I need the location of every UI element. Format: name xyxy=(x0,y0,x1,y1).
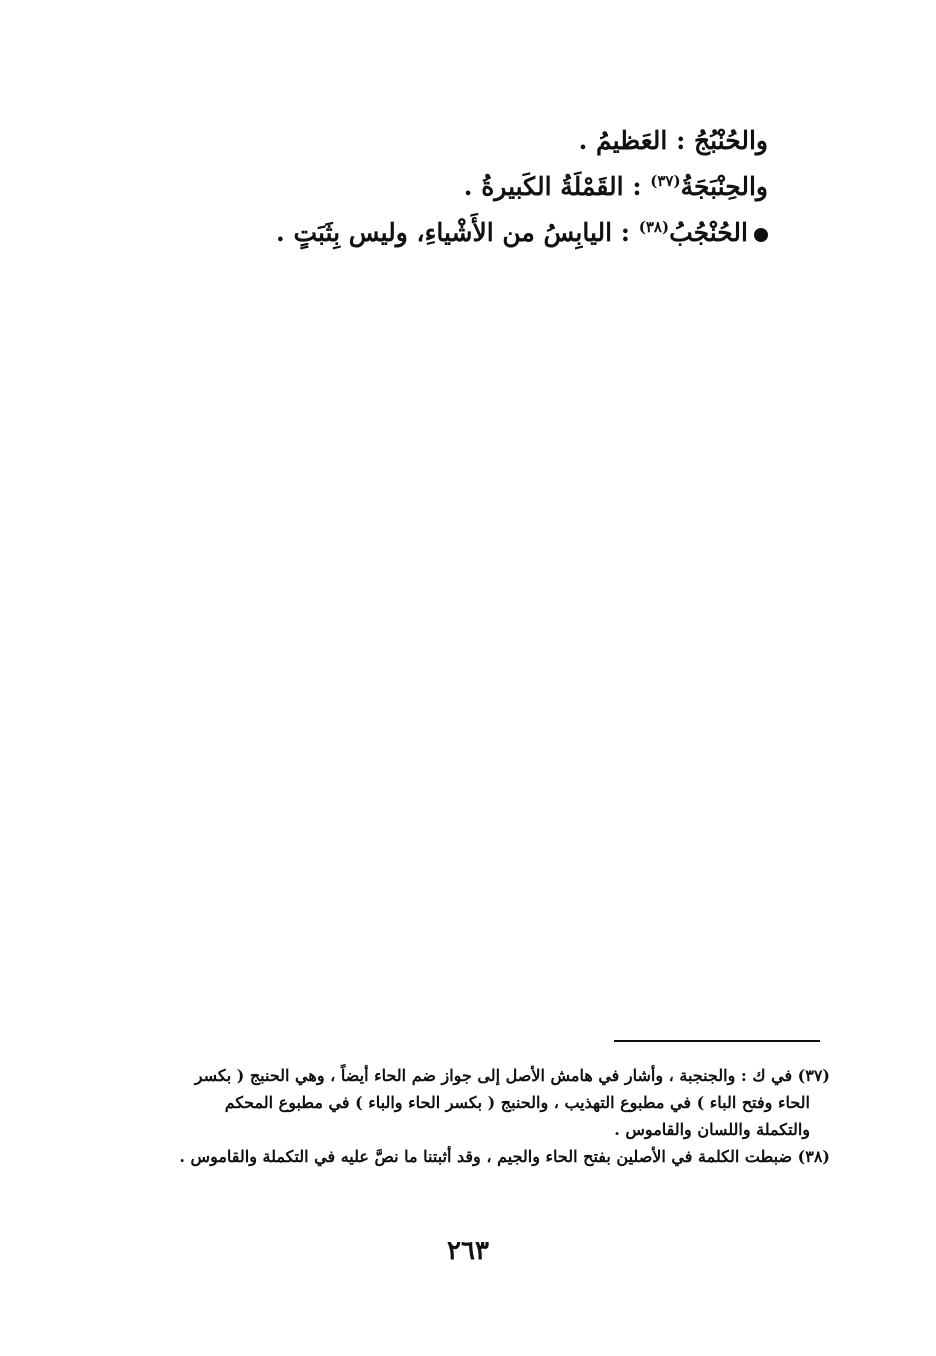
entry-headword: والحُنْبُجُ xyxy=(694,126,768,155)
footnote-marker: (٣٨) xyxy=(638,218,670,236)
footnote-37 xyxy=(104,1062,830,1143)
bullet-icon xyxy=(754,228,768,242)
entry-headword: والحِنْبَجَةُ xyxy=(680,172,768,201)
footnote-marker: (٣٧) xyxy=(650,172,681,190)
entry-hunbuj xyxy=(168,118,768,164)
entry-definition: اليابِسُ من الأَشْياءِ، وليس بِثَبَتٍ . xyxy=(276,218,613,247)
entry-separator: : xyxy=(667,126,694,155)
entry-definition: العَظيمُ . xyxy=(578,126,668,155)
entry-headword: الحُنْجُبُ xyxy=(669,218,748,247)
entry-separator: : xyxy=(612,218,639,247)
page-number: ٢٦٣ xyxy=(447,1236,489,1266)
footnote-line: الحاء وفتح الباء ) في مطبوع التهذيب ، والحنبج ( بكسر الحاء والباء ) في مطبوع المحكم xyxy=(224,1093,810,1112)
footnote-line: (٣٨) ضبطت الكلمة في الأصلين بفتح الحاء والجيم ، وقد أثبتنا ما نصَّ عليه في التكملة والقاموس . xyxy=(179,1147,830,1166)
footnote-line: والتكملة واللسان والقاموس . xyxy=(614,1120,810,1139)
footnote-divider xyxy=(614,1040,820,1042)
footnote-line: (٣٧) في ك : والجنجبة ، وأشار في هامش الأصل إلى جواز ضم الحاء أيضاً ، وهي الحنبج ( بكسر xyxy=(194,1066,830,1085)
entry-hinbajah xyxy=(168,164,768,210)
footnotes xyxy=(104,1062,830,1170)
footnote-38 xyxy=(104,1143,830,1170)
entry-definition: القَمْلَةُ الكَبيرةُ . xyxy=(463,172,624,201)
entry-hunjub xyxy=(168,210,768,256)
dictionary-entries xyxy=(168,118,768,256)
entry-separator: : xyxy=(623,172,651,201)
